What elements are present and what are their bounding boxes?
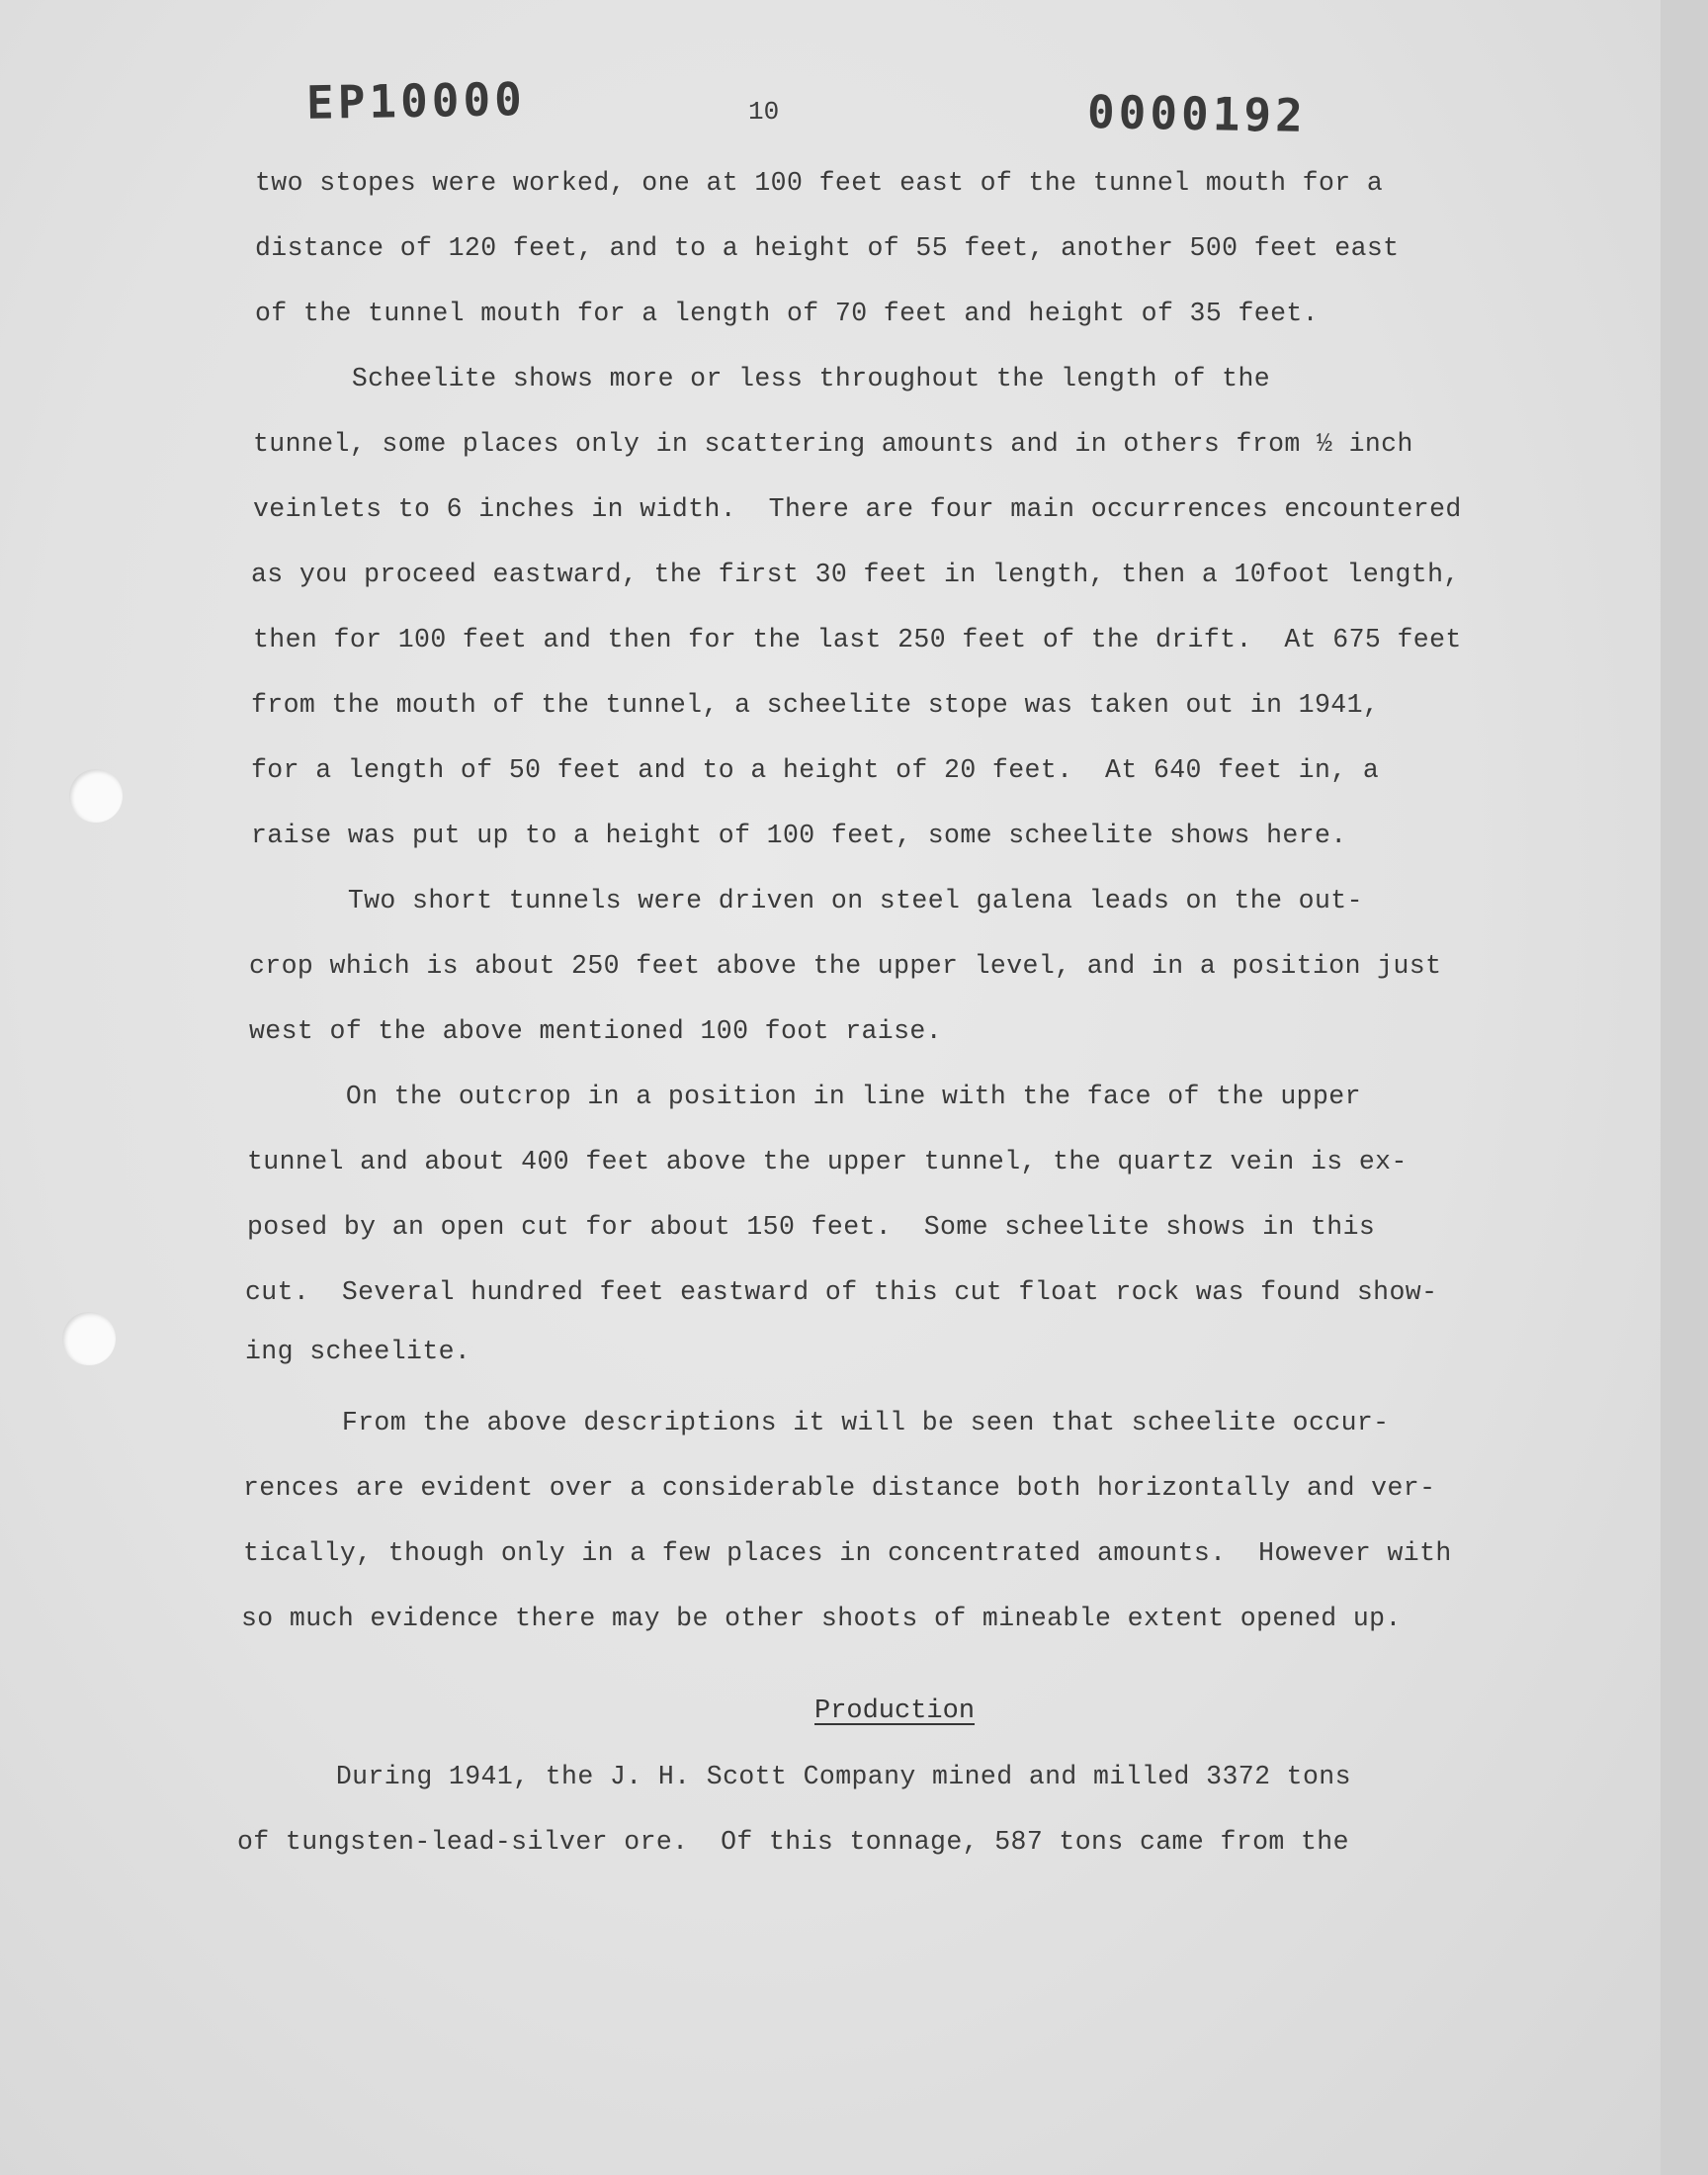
- text-line: rences are evident over a considerable distance both horizontally and ver-: [243, 1473, 1436, 1503]
- text-line: for a length of 50 feet and to a height of 20 feet. At 640 feet in, a: [251, 755, 1380, 785]
- text-line: as you proceed eastward, the first 30 feet in length, then a 10foot length,: [251, 560, 1460, 589]
- text-line: of the tunnel mouth for a length of 70 feet and height of 35 feet.: [255, 299, 1319, 328]
- text-line: During 1941, the J. H. Scott Company mined and milled 3372 tons: [239, 1762, 1351, 1791]
- text-line: tunnel and about 400 feet above the upper tunnel, the quartz vein is ex-: [247, 1147, 1408, 1176]
- text-line: of tungsten-lead-silver ore. Of this tonnage, 587 tons came from the: [237, 1827, 1349, 1857]
- text-line: so much evidence there may be other shoots of mineable extent opened up.: [241, 1604, 1402, 1633]
- text-line: Scheelite shows more or less throughout the length of the: [255, 364, 1271, 393]
- page-edge: [1661, 0, 1708, 2175]
- text-line: crop which is about 250 feet above the upper level, and in a position just: [249, 951, 1442, 981]
- text-line: On the outcrop in a position in line with the face of the upper: [249, 1082, 1361, 1111]
- section-heading: Production: [814, 1696, 976, 1726]
- text-line: west of the above mentioned 100 foot raise.: [249, 1016, 943, 1046]
- text-line: tunnel, some places only in scattering amounts and in others from ½ inch: [253, 429, 1413, 459]
- text-line: two stopes were worked, one at 100 feet east of the tunnel mouth for a: [255, 168, 1384, 198]
- text-line: veinlets to 6 inches in width. There are four main occurrences encountered: [253, 494, 1462, 524]
- text-line: posed by an open cut for about 150 feet. Some scheelite shows in this: [247, 1212, 1376, 1242]
- text-line: raise was put up to a height of 100 feet, some scheelite shows here.: [251, 821, 1347, 850]
- text-line: Two short tunnels were driven on steel galena leads on the out-: [251, 886, 1363, 915]
- text-line: then for 100 feet and then for the last 250 feet of the drift. At 675 feet: [253, 625, 1462, 654]
- document-id-stamp: EP10000: [305, 72, 527, 130]
- text-line: cut. Several hundred feet eastward of this cut float rock was found show-: [245, 1277, 1438, 1307]
- text-line: From the above descriptions it will be seen that scheelite occur-: [245, 1408, 1390, 1437]
- text-line: ing scheelite.: [245, 1337, 471, 1366]
- bates-number-stamp: 0000192: [1086, 85, 1308, 142]
- text-line: from the mouth of the tunnel, a scheelite stope was taken out in 1941,: [251, 690, 1380, 720]
- page-number: 10: [748, 97, 780, 127]
- text-line: tically, though only in a few places in concentrated amounts. However with: [243, 1538, 1452, 1568]
- text-line: distance of 120 feet, and to a height of 55 feet, another 500 feet east: [255, 233, 1400, 263]
